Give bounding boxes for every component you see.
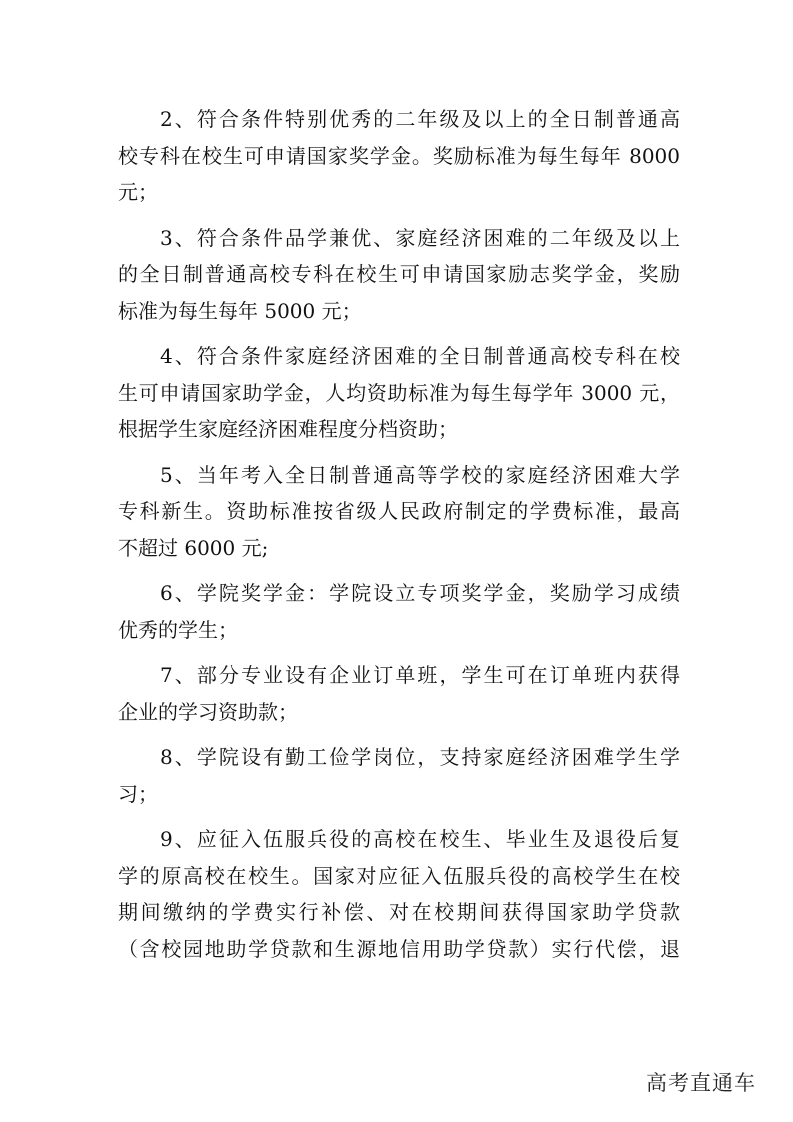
paragraph-line: 3、符合条件品学兼优、家庭经济困难的二年级及以上	[160, 225, 680, 250]
paragraph-8	[118, 739, 680, 812]
paragraph-line: 专科新生。资助标准按省级人民政府制定的学费标准，最高	[118, 499, 680, 523]
paragraph-line: 企业的学习资助款；	[118, 699, 298, 724]
paragraph-line: 9、应征入伍服兵役的高校在校生、毕业生及退役后复	[160, 827, 680, 851]
paragraph-line: 不超过 6000 元;	[118, 535, 269, 560]
watermark-text: 高考直通车	[646, 1071, 756, 1095]
paragraph-line: 标准为每生每年 5000 元；	[118, 298, 362, 323]
paragraph-line: 2、符合条件特别优秀的二年级及以上的全日制普通高	[160, 107, 680, 131]
paragraph-2	[118, 101, 680, 211]
paragraph-line: 学的原高校在校生。国家对应征入伍服兵役的高校学生在校	[118, 863, 680, 888]
paragraph-3	[118, 220, 680, 330]
paragraph-line: 期间缴纳的学费实行补偿、对在校期间获得国家助学贷款	[118, 900, 680, 924]
paragraph-6	[118, 575, 680, 648]
paragraph-line: 5、当年考入全日制普通高等学校的家庭经济困难大学	[160, 462, 680, 487]
paragraph-line: 8、学院设有勤工俭学岗位，支持家庭经济困难学生学	[160, 745, 680, 769]
paragraph-line: 根据学生家庭经济困难程度分档资助；	[118, 417, 458, 441]
paragraph-line: 的全日制普通高校专科在校生可申请国家励志奖学金，奖励	[118, 262, 680, 286]
paragraph-5	[118, 457, 680, 567]
paragraph-line: 校专科在校生可申请国家奖学金。奖励标准为每生每年 8000	[118, 143, 680, 168]
paragraph-line: 元；	[118, 180, 158, 204]
paragraph-9	[118, 821, 680, 967]
paragraph-line: 优秀的学生；	[118, 617, 238, 642]
document-body	[118, 101, 680, 976]
paragraph-line: 4、符合条件家庭经济困难的全日制普通高校专科在校	[160, 344, 680, 368]
paragraph-line: （含校园地助学贷款和生源地信用助学贷款）实行代偿，退	[118, 936, 680, 961]
paragraph-7	[118, 657, 680, 730]
paragraph-line: 生可申请国家助学金，人均资助标准为每生每学年 3000 元，	[118, 380, 680, 405]
paragraph-line: 习；	[118, 781, 158, 806]
paragraph-4	[118, 338, 680, 448]
paragraph-line: 7、部分专业设有企业订单班，学生可在订单班内获得	[160, 663, 680, 687]
paragraph-line: 6、学院奖学金：学院设立专项奖学金，奖励学习成绩	[160, 581, 680, 605]
